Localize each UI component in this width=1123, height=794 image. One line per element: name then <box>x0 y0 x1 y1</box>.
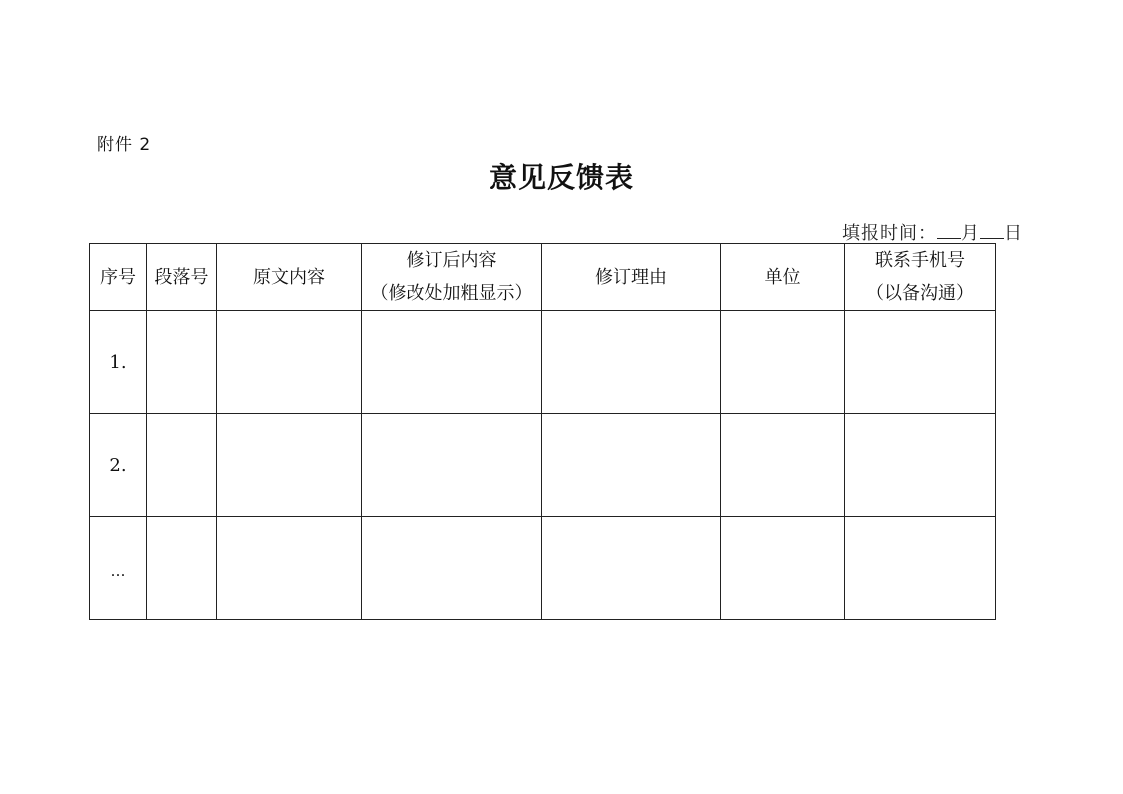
paragraph-number-cell[interactable] <box>147 517 217 620</box>
header-revised-content: 修订后内容 （修改处加粗显示） <box>362 244 542 311</box>
table-row <box>90 414 996 517</box>
contact-phone-cell[interactable] <box>845 311 996 414</box>
row-index: 2. <box>90 414 147 517</box>
header-paragraph-number: 段落号 <box>147 244 217 311</box>
feedback-table <box>89 243 996 620</box>
attachment-label: 附件 2 <box>97 135 152 155</box>
day-unit: 日 <box>1004 223 1023 244</box>
month-blank <box>937 224 961 239</box>
row-index: … <box>90 517 147 620</box>
header-organization: 单位 <box>721 244 845 311</box>
header-row <box>90 244 996 311</box>
header-original-content: 原文内容 <box>217 244 362 311</box>
organization-cell[interactable] <box>721 311 845 414</box>
revision-reason-cell[interactable] <box>542 311 721 414</box>
table-row <box>90 517 996 620</box>
revised-content-cell[interactable] <box>362 414 542 517</box>
original-content-cell[interactable] <box>217 311 362 414</box>
day-blank <box>980 224 1004 239</box>
revision-reason-cell[interactable] <box>542 414 721 517</box>
organization-cell[interactable] <box>721 517 845 620</box>
original-content-cell[interactable] <box>217 414 362 517</box>
row-index: 1. <box>90 311 147 414</box>
form-title: 意见反馈表 <box>488 161 634 194</box>
revised-content-cell[interactable] <box>362 517 542 620</box>
month-unit: 月 <box>961 223 980 244</box>
organization-cell[interactable] <box>721 414 845 517</box>
fill-date-line <box>820 219 1023 245</box>
paragraph-number-cell[interactable] <box>147 311 217 414</box>
fill-date-prefix: 填报时间： <box>842 223 937 244</box>
revised-content-cell[interactable] <box>362 311 542 414</box>
table-row <box>90 311 996 414</box>
header-contact-phone: 联系手机号 （以备沟通） <box>845 244 996 311</box>
contact-phone-cell[interactable] <box>845 414 996 517</box>
paragraph-number-cell[interactable] <box>147 414 217 517</box>
original-content-cell[interactable] <box>217 517 362 620</box>
header-revision-reason: 修订理由 <box>542 244 721 311</box>
header-serial-number: 序号 <box>90 244 147 311</box>
contact-phone-cell[interactable] <box>845 517 996 620</box>
revision-reason-cell[interactable] <box>542 517 721 620</box>
